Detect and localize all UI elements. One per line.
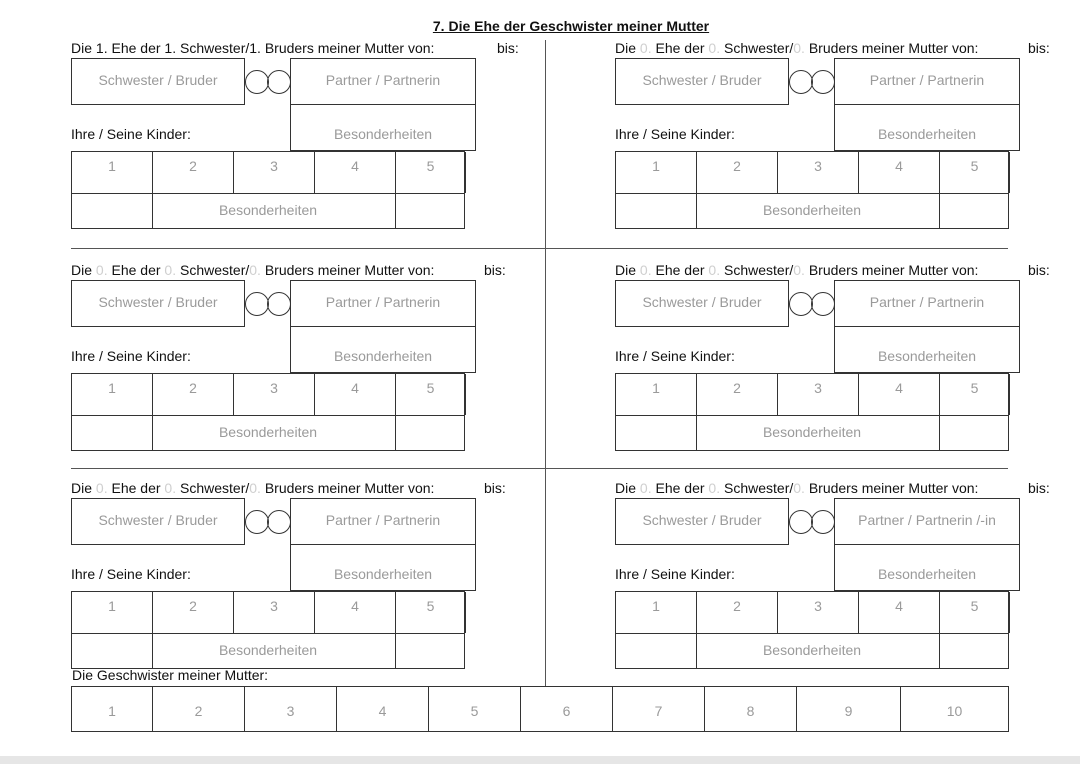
- child-cell[interactable]: 4: [315, 592, 396, 633]
- child-cell[interactable]: 2: [153, 592, 234, 633]
- partner-field[interactable]: Partner / Partnerin /-in: [834, 498, 1020, 545]
- brother-number[interactable]: 0.: [249, 262, 261, 278]
- wedding-ring-icon: [245, 70, 269, 94]
- wedding-ring-icon: [789, 292, 813, 316]
- marriage-block: [71, 262, 541, 472]
- child-cell[interactable]: 5: [940, 152, 1010, 193]
- sibling-cell[interactable]: 2: [153, 687, 245, 731]
- children-label: Ihre / Seine Kinder:: [615, 126, 735, 142]
- children-table: [615, 591, 1009, 669]
- children-table: [71, 151, 465, 229]
- children-special-field[interactable]: Besonderheiten: [762, 202, 862, 218]
- sibling-number[interactable]: 0.: [164, 480, 177, 496]
- header-text: Schwester/: [176, 480, 250, 496]
- brother-number[interactable]: 0.: [793, 262, 805, 278]
- sibling-field[interactable]: Schwester / Bruder: [71, 58, 245, 105]
- header-text: Schwester/: [720, 480, 794, 496]
- siblings-label: Die Geschwister meiner Mutter:: [72, 667, 269, 683]
- center-divider: [545, 40, 546, 686]
- children-label: Ihre / Seine Kinder:: [71, 126, 191, 142]
- header-text: Die: [615, 40, 640, 56]
- sibling-cell[interactable]: 7: [613, 687, 705, 731]
- child-cell[interactable]: 1: [616, 374, 697, 415]
- wedding-ring-icon: [789, 510, 813, 534]
- marriage-block: [615, 262, 1080, 472]
- sibling-cell[interactable]: 4: [337, 687, 429, 731]
- until-label: bis:: [1028, 262, 1050, 278]
- header-text: Ehe der: [651, 40, 709, 56]
- marriage-block: [615, 40, 1080, 250]
- marriage-number[interactable]: 1.: [95, 40, 108, 56]
- children-table: [71, 373, 465, 451]
- marriage-block: [71, 40, 541, 250]
- header-text: Die: [71, 262, 96, 278]
- header-text: Ehe der: [107, 480, 165, 496]
- brother-number[interactable]: 0.: [793, 40, 805, 56]
- child-cell[interactable]: 4: [315, 374, 396, 415]
- until-label: bis:: [497, 40, 519, 56]
- sibling-number[interactable]: 0.: [708, 262, 721, 278]
- until-label: bis:: [484, 480, 506, 496]
- children-label: Ihre / Seine Kinder:: [615, 566, 735, 582]
- header-text: Schwester/: [720, 40, 794, 56]
- child-cell[interactable]: 5: [940, 374, 1010, 415]
- partner-special-field[interactable]: Besonderheiten: [290, 104, 476, 151]
- child-cell[interactable]: 1: [72, 592, 153, 633]
- wedding-ring-icon: [245, 510, 269, 534]
- partner-field[interactable]: Partner / Partnerin: [290, 280, 476, 327]
- sibling-cell[interactable]: 9: [797, 687, 901, 731]
- marriage-header: [71, 40, 434, 56]
- children-label: Ihre / Seine Kinder:: [71, 566, 191, 582]
- child-cell[interactable]: 3: [234, 592, 315, 633]
- header-text: Schwester/: [176, 262, 250, 278]
- marriage-header: [71, 262, 434, 278]
- partner-special-field[interactable]: Besonderheiten: [290, 326, 476, 373]
- children-label: Ihre / Seine Kinder:: [71, 348, 191, 364]
- header-text: Bruders meiner Mutter von:: [804, 40, 979, 56]
- header-text: Die: [615, 262, 640, 278]
- header-text: Ehe der: [107, 40, 165, 56]
- children-table: [615, 373, 1009, 451]
- wedding-ring-icon: [267, 70, 291, 94]
- sibling-number[interactable]: 0.: [708, 40, 721, 56]
- sibling-field[interactable]: Schwester / Bruder: [615, 58, 789, 105]
- header-text: Ehe der: [651, 480, 709, 496]
- child-cell[interactable]: 1: [616, 152, 697, 193]
- children-table: [71, 591, 465, 669]
- child-cell[interactable]: 4: [859, 374, 940, 415]
- header-text: Schwester/: [176, 40, 250, 56]
- brother-number[interactable]: 0.: [249, 480, 261, 496]
- sibling-cell[interactable]: 5: [429, 687, 521, 731]
- child-cell[interactable]: 3: [234, 374, 315, 415]
- header-text: Ehe der: [107, 262, 165, 278]
- children-label: Ihre / Seine Kinder:: [615, 348, 735, 364]
- partner-special-field[interactable]: Besonderheiten: [834, 104, 1020, 151]
- child-cell[interactable]: 5: [396, 374, 466, 415]
- sibling-field[interactable]: Schwester / Bruder: [71, 280, 245, 327]
- header-text: Bruders meiner Mutter von:: [804, 262, 979, 278]
- child-cell[interactable]: 2: [697, 152, 778, 193]
- child-cell[interactable]: 4: [859, 592, 940, 633]
- children-divider: [616, 633, 1008, 634]
- children-divider: [616, 415, 1008, 416]
- until-label: bis:: [1028, 480, 1050, 496]
- wedding-ring-icon: [245, 292, 269, 316]
- sibling-field[interactable]: Schwester / Bruder: [615, 498, 789, 545]
- until-label: bis:: [1028, 40, 1050, 56]
- partner-special-field[interactable]: Besonderheiten: [834, 544, 1020, 591]
- header-text: Die: [615, 480, 640, 496]
- children-divider: [72, 193, 464, 194]
- marriage-block: [71, 480, 541, 690]
- marriage-number[interactable]: 0.: [639, 480, 652, 496]
- child-cell[interactable]: 1: [616, 592, 697, 633]
- header-text: Bruders meiner Mutter von:: [260, 262, 435, 278]
- sibling-cell[interactable]: 6: [521, 687, 613, 731]
- marriage-header: [615, 262, 978, 278]
- sibling-number[interactable]: 0.: [708, 480, 721, 496]
- child-cell[interactable]: 5: [396, 592, 466, 633]
- header-text: Die: [71, 480, 96, 496]
- partner-field[interactable]: Partner / Partnerin: [834, 280, 1020, 327]
- partner-field[interactable]: Partner / Partnerin: [290, 498, 476, 545]
- child-cell[interactable]: 2: [697, 374, 778, 415]
- child-cell[interactable]: 3: [778, 592, 859, 633]
- until-label: bis:: [484, 262, 506, 278]
- marriage-block: [615, 480, 1080, 690]
- child-cell[interactable]: 5: [396, 152, 466, 193]
- child-cell[interactable]: 1: [72, 152, 153, 193]
- children-special-field[interactable]: Besonderheiten: [218, 642, 318, 658]
- page-edge: [0, 756, 1080, 764]
- child-cell[interactable]: 4: [315, 152, 396, 193]
- marriage-number[interactable]: 0.: [95, 262, 108, 278]
- sibling-field[interactable]: Schwester / Bruder: [615, 280, 789, 327]
- partner-field[interactable]: Partner / Partnerin: [834, 58, 1020, 105]
- marriage-header: [615, 40, 978, 56]
- header-text: Bruders meiner Mutter von:: [804, 480, 979, 496]
- child-cell[interactable]: 5: [940, 592, 1010, 633]
- child-cell[interactable]: 3: [234, 152, 315, 193]
- marriage-header: [615, 480, 978, 496]
- partner-field[interactable]: Partner / Partnerin: [290, 58, 476, 105]
- children-special-field[interactable]: Besonderheiten: [218, 202, 318, 218]
- sibling-field[interactable]: Schwester / Bruder: [71, 498, 245, 545]
- children-table: [615, 151, 1009, 229]
- sibling-number[interactable]: 1.: [164, 40, 177, 56]
- child-cell[interactable]: 2: [153, 374, 234, 415]
- sibling-cell[interactable]: 10: [946, 703, 963, 719]
- header-text: Die: [71, 40, 96, 56]
- child-cell[interactable]: 3: [778, 152, 859, 193]
- children-special-field[interactable]: Besonderheiten: [762, 642, 862, 658]
- wedding-ring-icon: [267, 292, 291, 316]
- header-text: Bruders meiner Mutter von:: [260, 40, 435, 56]
- sibling-cell[interactable]: 3: [245, 687, 337, 731]
- children-divider: [72, 633, 464, 634]
- page-title: 7. Die Ehe der Geschwister meiner Mutter: [432, 18, 710, 34]
- child-cell[interactable]: 3: [778, 374, 859, 415]
- wedding-ring-icon: [789, 70, 813, 94]
- children-special-field[interactable]: Besonderheiten: [762, 424, 862, 440]
- marriage-number[interactable]: 0.: [95, 480, 108, 496]
- wedding-ring-icon: [811, 292, 835, 316]
- partner-special-field[interactable]: Besonderheiten: [834, 326, 1020, 373]
- children-divider: [616, 193, 1008, 194]
- header-text: Bruders meiner Mutter von:: [260, 480, 435, 496]
- marriage-number[interactable]: 0.: [639, 262, 652, 278]
- children-special-field[interactable]: Besonderheiten: [218, 424, 318, 440]
- child-cell[interactable]: 2: [697, 592, 778, 633]
- sibling-cell[interactable]: 1: [72, 687, 153, 731]
- brother-number[interactable]: 0.: [793, 480, 805, 496]
- sibling-number[interactable]: 0.: [164, 262, 177, 278]
- marriage-header: [71, 480, 434, 496]
- child-cell[interactable]: 4: [859, 152, 940, 193]
- children-divider: [72, 415, 464, 416]
- header-text: Schwester/: [720, 262, 794, 278]
- siblings-row: [71, 686, 1009, 732]
- header-text: Ehe der: [651, 262, 709, 278]
- brother-number[interactable]: 1.: [249, 40, 261, 56]
- wedding-ring-icon: [811, 70, 835, 94]
- partner-special-field[interactable]: Besonderheiten: [290, 544, 476, 591]
- child-cell[interactable]: 1: [72, 374, 153, 415]
- sibling-cell[interactable]: 8: [705, 687, 797, 731]
- marriage-number[interactable]: 0.: [639, 40, 652, 56]
- wedding-ring-icon: [811, 510, 835, 534]
- child-cell[interactable]: 2: [153, 152, 234, 193]
- wedding-ring-icon: [267, 510, 291, 534]
